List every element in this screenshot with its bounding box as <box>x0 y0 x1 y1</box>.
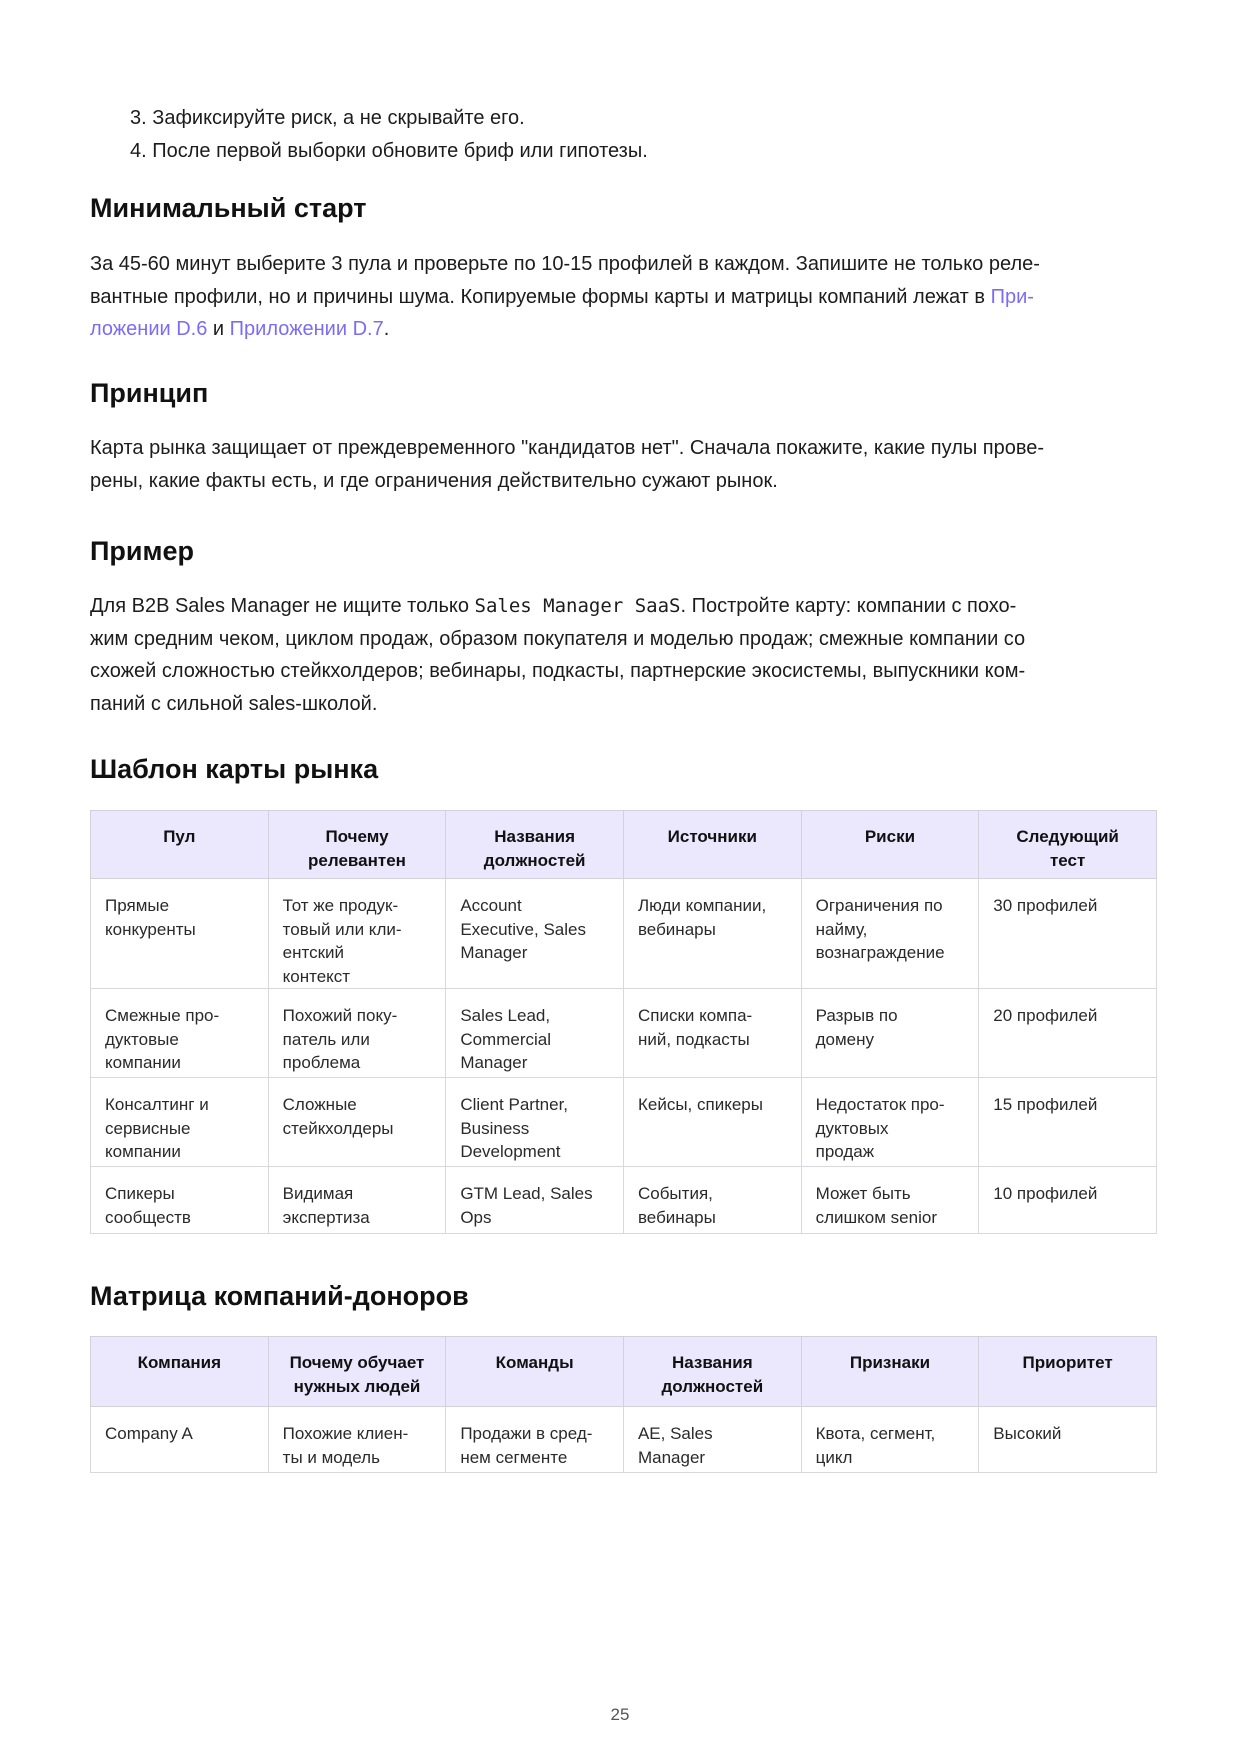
table-cell: Продажи в сред- нем сегменте <box>446 1407 624 1473</box>
column-header: Признаки <box>801 1337 979 1407</box>
column-header: Риски <box>801 811 979 879</box>
heading-donor-matrix: Матрица компаний-доноров <box>90 1281 469 1311</box>
table-row <box>91 989 1157 1078</box>
link-appendix-d6[interactable]: При- ложении D.6 <box>90 285 1034 340</box>
table-cell: 10 профилей <box>979 1167 1157 1234</box>
table-cell: Company A <box>91 1407 269 1473</box>
column-header: Названия должностей <box>446 811 624 879</box>
table-cell: Ограничения по найму, вознаграждение <box>801 879 979 989</box>
column-header: Следующий тест <box>979 811 1157 879</box>
list-item: 4. После первой выборки обновите бриф или гипотезы. <box>130 140 648 162</box>
table-cell: Квота, сегмент, цикл <box>801 1407 979 1473</box>
table-row <box>91 1407 1157 1473</box>
column-header: Почему обучает нужных людей <box>268 1337 446 1407</box>
heading-example: Пример <box>90 536 194 566</box>
table-row <box>91 1078 1157 1167</box>
table-row <box>91 1167 1157 1234</box>
heading-min-start: Минимальный старт <box>90 193 367 223</box>
table-cell: GTM Lead, Sales Ops <box>446 1167 624 1234</box>
column-header: Пул <box>91 811 269 879</box>
table-cell: Высокий <box>979 1407 1157 1473</box>
paragraph-principle: Карта рынка защищает от преждевременного "кандидатов нет". Сначала покажите, какие пулы прове- рены, какие факты есть, и где ограничения действительно сужают рынок. <box>90 437 1045 492</box>
table-cell: Сложные стейкхолдеры <box>268 1078 446 1167</box>
column-header: Источники <box>623 811 801 879</box>
paragraph-min-start: За 45-60 минут выберите 3 пула и проверьте по 10-15 профилей в каждом. Запишите не только реле- вантные профили, но и причины шума. Копируемые формы карты и матрицы компаний лежат в При- ложении D.6 и Приложении D.7. <box>90 253 1040 340</box>
table-cell: Кейсы, спикеры <box>623 1078 801 1167</box>
inline-code: Sales Manager SaaS <box>474 595 681 617</box>
table-cell: 30 профилей <box>979 879 1157 989</box>
link-appendix-d7[interactable]: Приложении D.7 <box>229 318 384 340</box>
heading-market-map: Шаблон карты рынка <box>90 754 379 784</box>
table-header-row <box>91 811 1157 879</box>
column-header: Команды <box>446 1337 624 1407</box>
table-cell: 15 профилей <box>979 1078 1157 1167</box>
table-cell: Спикеры сообществ <box>91 1167 269 1234</box>
table-cell: Client Partner, Business Development <box>446 1078 624 1167</box>
table-cell: 20 профилей <box>979 989 1157 1078</box>
column-header: Приоритет <box>979 1337 1157 1407</box>
table-cell: Люди компании, вебинары <box>623 879 801 989</box>
heading-principle: Принцип <box>90 378 209 408</box>
column-header: Компания <box>91 1337 269 1407</box>
market-map-table <box>90 810 1157 1234</box>
table-cell: Account Executive, Sales Manager <box>446 879 624 989</box>
numbered-list <box>130 102 648 168</box>
table-cell: Sales Lead, Commercial Manager <box>446 989 624 1078</box>
table-cell: Может быть слишком senior <box>801 1167 979 1234</box>
table-cell: Разрыв по домену <box>801 989 979 1078</box>
table-cell: Списки компа- ний, подкасты <box>623 989 801 1078</box>
page-number: 25 <box>610 1705 630 1724</box>
list-item: 3. Зафиксируйте риск, а не скрывайте его. <box>130 107 525 129</box>
table-cell: AE, Sales Manager <box>623 1407 801 1473</box>
table-cell: Смежные про- дуктовые компании <box>91 989 269 1078</box>
table-cell: События, вебинары <box>623 1167 801 1234</box>
table-header-row <box>91 1337 1157 1407</box>
table-cell: Прямые конкуренты <box>91 879 269 989</box>
table-cell: Консалтинг и сервисные компании <box>91 1078 269 1167</box>
donor-matrix-table <box>90 1336 1157 1473</box>
table-cell: Недостаток про- дуктовых продаж <box>801 1078 979 1167</box>
table-cell: Тот же продук- товый или кли- ентский контекст <box>268 879 446 989</box>
paragraph-example: Для B2B Sales Manager не ищите только Sales Manager SaaS. Постройте карту: компании с похо- жим средним чеком, циклом продаж, образом покупателя и моделью продаж; смежные компании со схожей сложностью стейкхолдеров; вебинары, подкасты, партнерские экосистемы, выпускники ком- паний с сильной sales-школой. <box>90 595 1026 715</box>
column-header: Почему релевантен <box>268 811 446 879</box>
table-cell: Видимая экспертиза <box>268 1167 446 1234</box>
table-cell: Похожие клиен- ты и модель <box>268 1407 446 1473</box>
table-cell: Похожий поку- патель или проблема <box>268 989 446 1078</box>
table-row <box>91 879 1157 989</box>
column-header: Названия должностей <box>623 1337 801 1407</box>
